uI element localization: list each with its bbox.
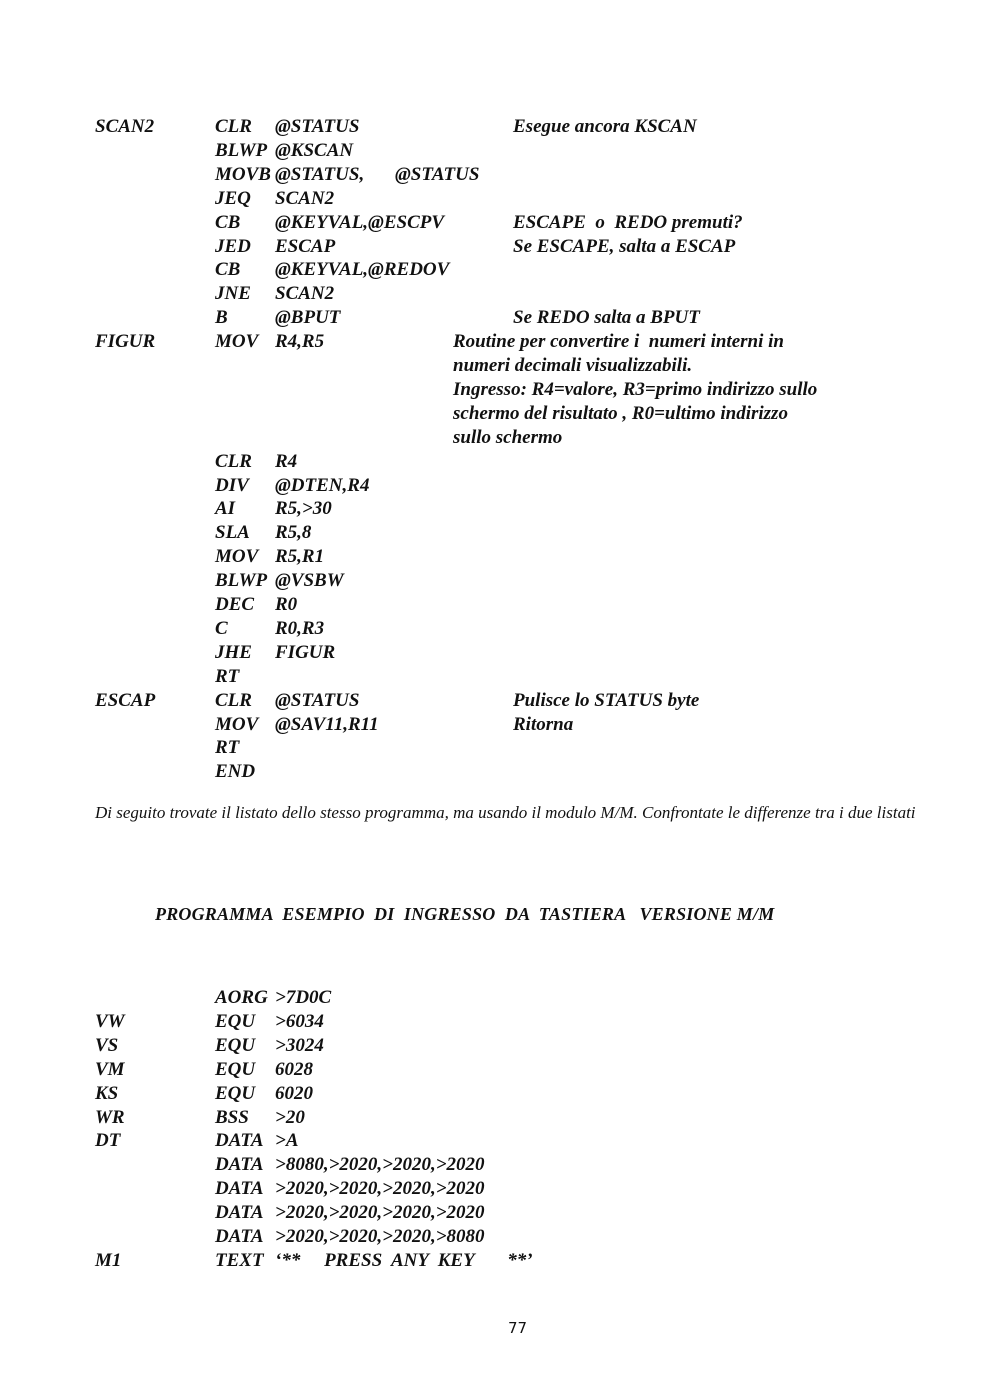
- code-opcode: EQU: [215, 1010, 256, 1032]
- code-label: ESCAP: [95, 689, 156, 711]
- code-opcode: CLR: [215, 116, 252, 137]
- code-operand: @DTEN,R4: [275, 474, 370, 496]
- code-opcode: AI: [215, 498, 236, 520]
- code-opcode: DATA: [215, 1226, 264, 1247]
- code-opcode: EQU: [215, 1034, 256, 1056]
- code-operand: FIGUR: [275, 641, 336, 663]
- code-operand-extra: @STATUS: [395, 163, 480, 185]
- code-operand: @BPUT: [275, 307, 341, 329]
- code-label: VW: [95, 1010, 125, 1032]
- code-operand: ‘** PRESS ANY KEY **’: [275, 1249, 533, 1271]
- code-comment: Ritorna: [513, 713, 574, 735]
- code-operand: SCAN2: [275, 187, 335, 209]
- code-opcode: MOV: [215, 331, 259, 353]
- code-opcode: DEC: [215, 594, 255, 615]
- code-opcode: JHE: [215, 641, 252, 663]
- code-label: VM: [95, 1058, 125, 1080]
- code-opcode: RT: [215, 665, 240, 687]
- code-label: KS: [95, 1082, 119, 1104]
- code-label: DT: [95, 1130, 121, 1152]
- code-operand: R5,8: [275, 522, 312, 544]
- page-number: 77: [507, 1319, 528, 1337]
- code-opcode: MOV: [215, 546, 259, 568]
- code-opcode: DATA: [215, 1178, 264, 1200]
- code-opcode: TEXT: [215, 1249, 264, 1271]
- code-opcode: EQU: [215, 1058, 256, 1080]
- code-operand: @STATUS: [275, 116, 360, 137]
- code-operand: >20: [275, 1106, 305, 1128]
- code-comment: Se ESCAPE, salta a ESCAP: [513, 235, 736, 257]
- code-operand: SCAN2: [275, 283, 335, 305]
- code-comment: Pulisce lo STATUS byte: [513, 689, 700, 711]
- code-operand: >A: [275, 1130, 299, 1152]
- code-operand: R5,R1: [275, 546, 325, 568]
- code-opcode: MOVB: [215, 163, 271, 185]
- code-operand: R5,>30: [275, 498, 332, 520]
- section-heading: PROGRAMMA ESEMPIO DI INGRESSO DA TASTIERA VERSIONE M/M: [155, 904, 775, 924]
- code-operand: >2020,>2020,>2020,>2020: [275, 1202, 485, 1224]
- code-opcode: CB: [215, 259, 241, 281]
- code-operand: @SAV11,R11: [275, 713, 379, 735]
- code-opcode: DIV: [215, 474, 249, 496]
- code-opcode: JNE: [215, 283, 251, 305]
- code-opcode: CLR: [215, 450, 252, 472]
- code-operand: >2020,>2020,>2020,>2020: [275, 1178, 485, 1200]
- code-comment: Routine per convertire i numeri interni in: [453, 331, 784, 353]
- code-operand: >7D0C: [275, 987, 332, 1008]
- code-operand: >6034: [275, 1010, 324, 1032]
- code-label: VS: [95, 1034, 119, 1056]
- code-operand: R4: [275, 450, 298, 472]
- code-opcode: MOV: [215, 713, 259, 735]
- code-operand: @KSCAN: [275, 139, 354, 161]
- code-opcode: BLWP: [215, 139, 268, 161]
- code-operand: >3024: [275, 1034, 324, 1056]
- code-comment: numeri decimali visualizzabili.: [453, 355, 693, 376]
- code-comment: schermo del risultato , R0=ultimo indirizzo: [453, 402, 788, 424]
- code-operand: R4,R5: [275, 331, 325, 353]
- code-operand: >2020,>2020,>2020,>8080: [275, 1226, 485, 1247]
- code-label: SCAN2: [95, 116, 155, 137]
- code-opcode: BLWP: [215, 570, 268, 592]
- code-comment: Ingresso: R4=valore, R3=primo indirizzo sullo: [453, 378, 818, 400]
- code-operand: ESCAP: [275, 235, 336, 257]
- code-opcode: AORG: [215, 987, 268, 1008]
- code-operand: R0,R3: [275, 617, 325, 639]
- code-opcode: C: [215, 617, 228, 639]
- code-opcode: SLA: [215, 522, 250, 544]
- code-opcode: B: [215, 307, 228, 329]
- code-operand: @KEYVAL,@REDOV: [275, 259, 450, 281]
- intro-note: Di seguito trovate il listato dello stesso programma, ma usando il modulo M/M. Confrontate le differenze tra i due listati: [95, 803, 916, 822]
- code-operand: 6020: [275, 1082, 313, 1104]
- code-label: M1: [95, 1249, 122, 1271]
- code-operand: @KEYVAL,@ESCPV: [275, 211, 445, 233]
- code-opcode: DATA: [215, 1130, 264, 1152]
- code-opcode: JED: [215, 235, 251, 257]
- code-operand: R0: [275, 594, 298, 615]
- code-operand: @STATUS,: [275, 163, 365, 185]
- code-opcode: END: [215, 761, 256, 783]
- code-opcode: JEQ: [215, 187, 251, 209]
- code-opcode: BSS: [215, 1106, 249, 1128]
- code-opcode: DATA: [215, 1202, 264, 1224]
- code-comment: Se REDO salta a BPUT: [513, 307, 700, 329]
- code-comment: sullo schermo: [453, 426, 563, 448]
- code-operand: @VSBW: [275, 570, 344, 592]
- code-opcode: CLR: [215, 689, 252, 711]
- code-operand: @STATUS: [275, 689, 360, 711]
- code-operand: >8080,>2020,>2020,>2020: [275, 1154, 485, 1176]
- code-opcode: DATA: [215, 1154, 264, 1176]
- code-opcode: EQU: [215, 1082, 256, 1104]
- code-label: WR: [95, 1106, 125, 1128]
- code-operand: 6028: [275, 1058, 313, 1080]
- code-opcode: CB: [215, 211, 241, 233]
- code-opcode: RT: [215, 737, 240, 759]
- code-comment: ESCAPE o REDO premuti?: [513, 211, 743, 233]
- code-label: FIGUR: [95, 331, 156, 353]
- code-comment: Esegue ancora KSCAN: [513, 116, 697, 137]
